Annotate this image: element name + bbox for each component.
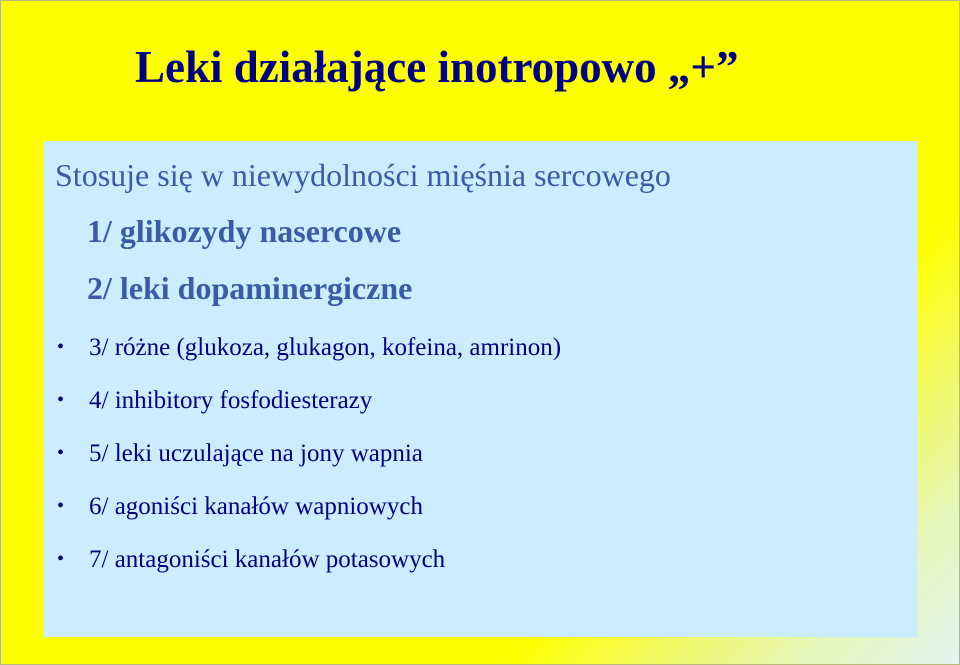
bullet-icon: • <box>57 442 65 464</box>
intro-text: Stosuje się w niewydolności mięśnia sercowego <box>55 157 671 193</box>
bullet-text: 7/ antagoniści kanałów potasowych <box>89 546 446 573</box>
bullet-text: 6/ agoniści kanałów wapniowych <box>89 493 423 520</box>
slide-title: Leki działające inotropowo „+” <box>135 42 739 92</box>
bullet-icon: • <box>57 389 65 411</box>
bullet-text: 4/ inhibitory fosfodiesterazy <box>89 387 373 414</box>
bullet-icon: • <box>57 548 65 570</box>
list-item: 2/ leki dopaminergiczne <box>87 270 413 306</box>
content-box <box>43 141 918 637</box>
bullet-icon: • <box>57 495 65 517</box>
bullet-icon: • <box>57 336 65 358</box>
bullet-text: 3/ różne (glukoza, glukagon, kofeina, amrinon) <box>89 334 562 361</box>
bullet-text: 5/ leki uczulające na jony wapnia <box>89 440 423 467</box>
list-item: 1/ glikozydy nasercowe <box>87 213 402 249</box>
